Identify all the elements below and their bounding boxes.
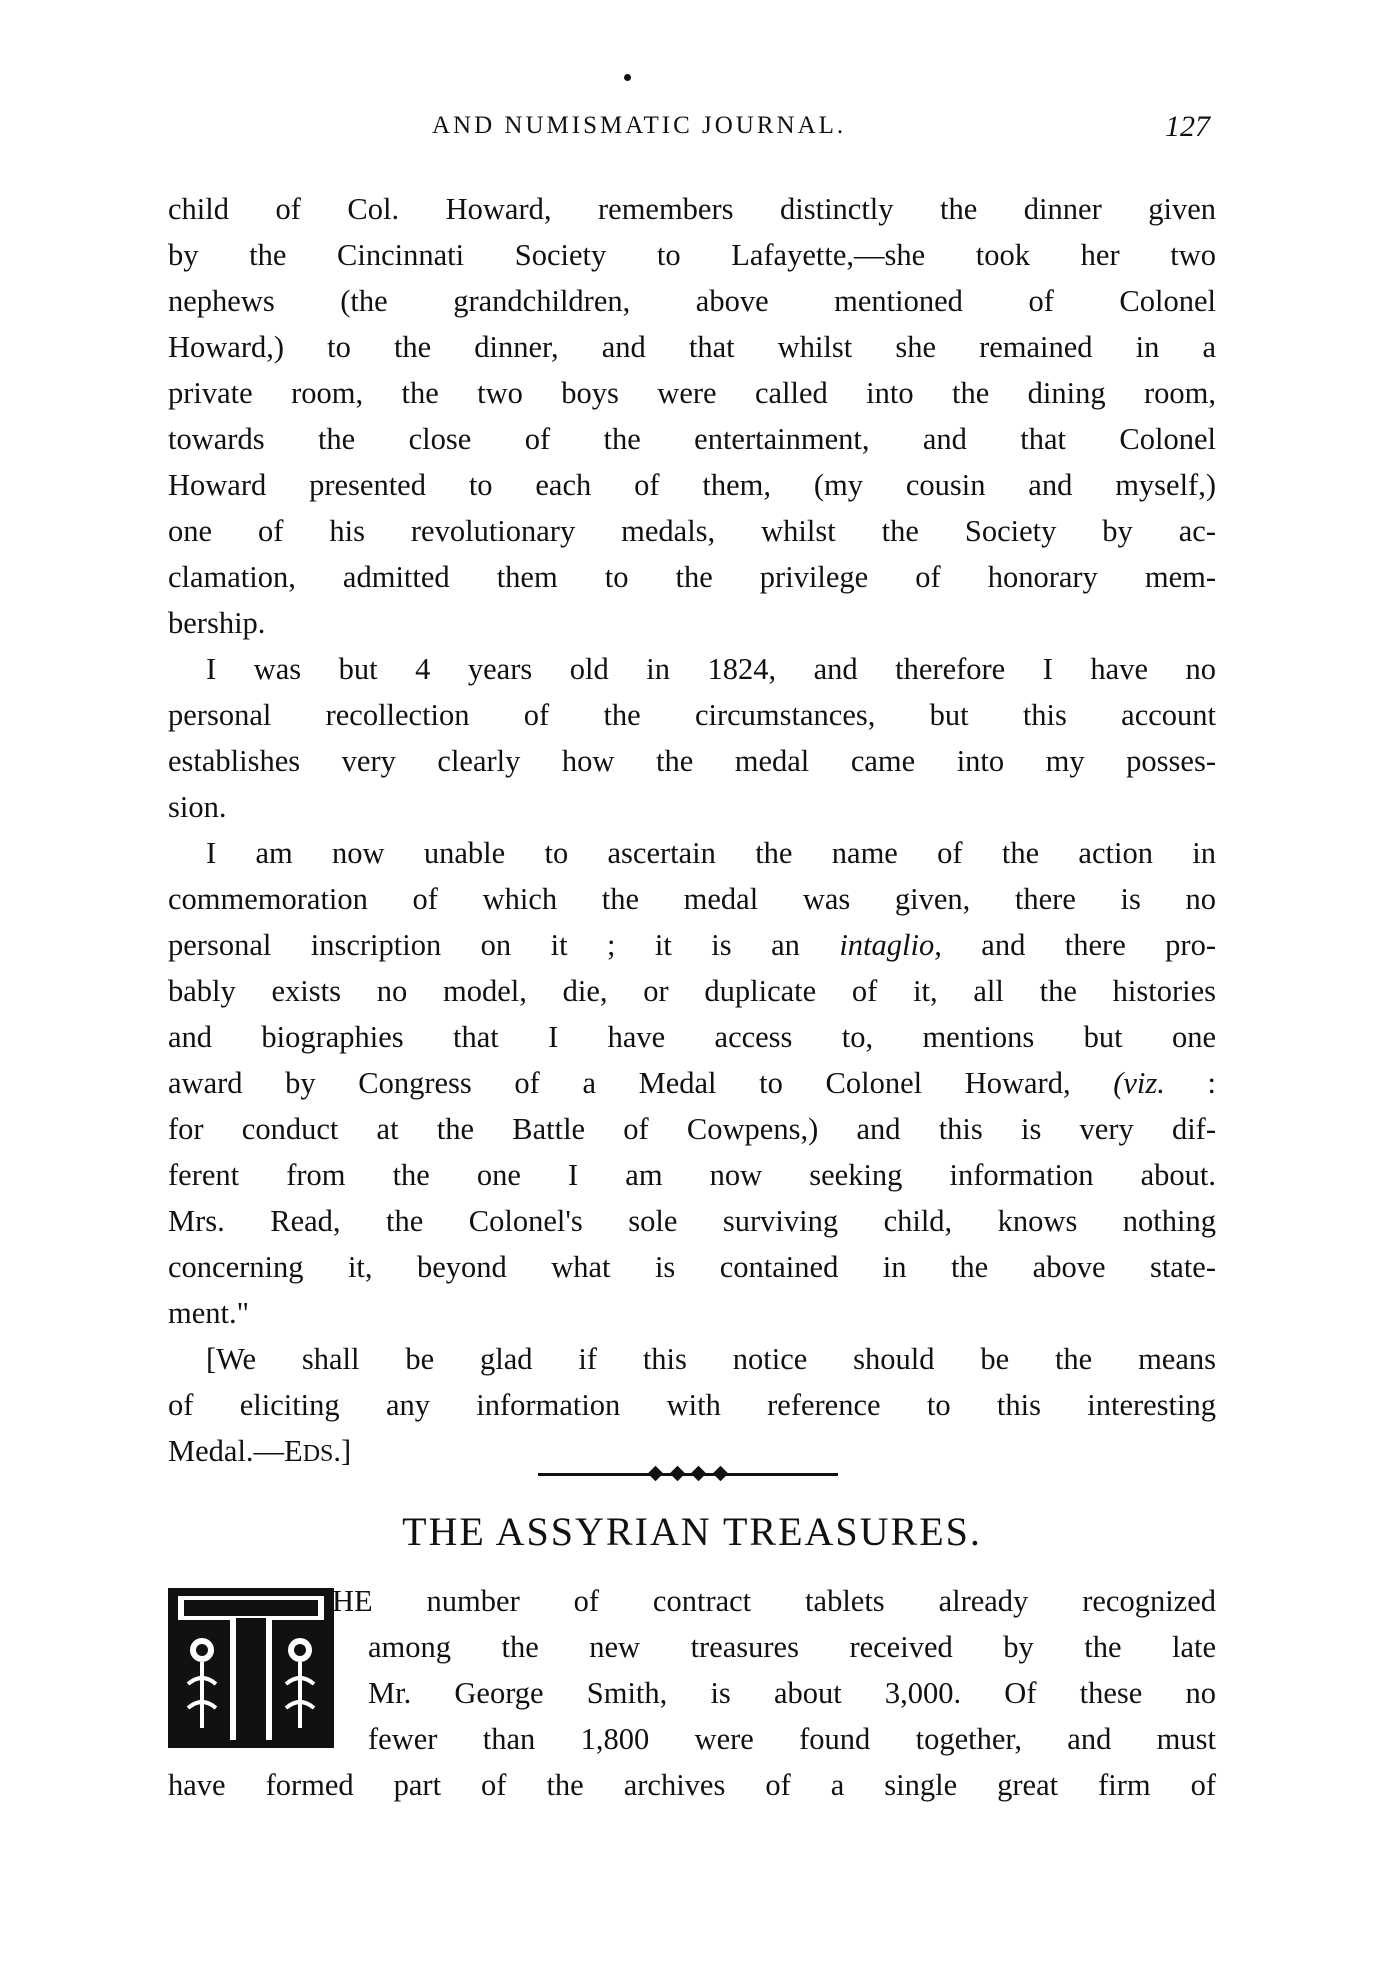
text-line: award by Congress of a Medal to Colonel Howard, (viz. : bbox=[168, 1066, 1216, 1100]
text-line: child of Col. Howard, remembers distinctly the dinner given bbox=[168, 192, 1216, 226]
page-number: 127 bbox=[1165, 110, 1210, 143]
text-line: personal recollection of the circumstances, but this account bbox=[168, 698, 1216, 732]
text-line: Mr. George Smith, is about 3,000. Of these no bbox=[368, 1676, 1216, 1710]
text-line: bership. bbox=[168, 606, 266, 640]
text-line: ment." bbox=[168, 1296, 250, 1330]
text-line: among the new treasures received by the late bbox=[368, 1630, 1216, 1664]
text-line: Mrs. Read, the Colonel's sole surviving child, knows nothing bbox=[168, 1204, 1216, 1238]
text-line: establishes very clearly how the medal came into my posses- bbox=[168, 744, 1216, 778]
text-line: sion. bbox=[168, 790, 227, 824]
text-line: I am now unable to ascertain the name of the action in bbox=[206, 836, 1216, 870]
text-line: nephews (the grandchildren, above mentioned of Colonel bbox=[168, 284, 1216, 318]
text-line: personal inscription on it ; it is an intaglio, and there pro- bbox=[168, 928, 1216, 962]
text-line: by the Cincinnati Society to Lafayette,—she took her two bbox=[168, 238, 1216, 272]
text-line: ferent from the one I am now seeking information about. bbox=[168, 1158, 1216, 1192]
article-text bbox=[168, 1578, 1216, 1808]
text-line: and biographies that I have access to, mentions but one bbox=[168, 1020, 1216, 1054]
text-line: Howard presented to each of them, (my cousin and myself,) bbox=[168, 468, 1216, 502]
text-line: I was but 4 years old in 1824, and therefore I have no bbox=[206, 652, 1216, 686]
section-title: THE ASSYRIAN TREASURES. bbox=[402, 1509, 982, 1554]
text-line: for conduct at the Battle of Cowpens,) and this is very dif- bbox=[168, 1112, 1216, 1146]
text-line: private room, the two boys were called into the dining room, bbox=[168, 376, 1216, 410]
paragraph-2 bbox=[168, 646, 1216, 830]
text-line: concerning it, beyond what is contained in the above state- bbox=[168, 1250, 1216, 1284]
text-line: bably exists no model, die, or duplicate of it, all the histories bbox=[168, 974, 1216, 1008]
italic-word: intaglio, bbox=[839, 928, 942, 962]
text-line: clamation, admitted them to the privilege of honorary mem- bbox=[168, 560, 1216, 594]
text-line: commemoration of which the medal was given, there is no bbox=[168, 882, 1216, 916]
text-line: [We shall be glad if this notice should be the means bbox=[206, 1342, 1216, 1376]
text-line: towards the close of the entertainment, and that Colonel bbox=[168, 422, 1216, 456]
text-line: HE number of contract tablets already recognized bbox=[332, 1584, 1216, 1618]
italic-word: (viz. bbox=[1113, 1066, 1165, 1100]
text-line: Medal.—EDS.] bbox=[168, 1434, 352, 1468]
editors-note bbox=[168, 1336, 1216, 1477]
page-header bbox=[170, 112, 1210, 152]
text-line: of eliciting any information with reference to this interesting bbox=[168, 1388, 1216, 1422]
text-line: Howard,) to the dinner, and that whilst she remained in a bbox=[168, 330, 1216, 364]
section-divider-rule bbox=[538, 1464, 838, 1484]
running-head: AND NUMISMATIC JOURNAL. bbox=[432, 112, 847, 139]
paragraph-1 bbox=[168, 186, 1216, 646]
text-line: one of his revolutionary medals, whilst the Society by ac- bbox=[168, 514, 1216, 548]
paragraph-3 bbox=[168, 830, 1216, 1336]
text-line: have formed part of the archives of a single great firm of bbox=[168, 1768, 1216, 1802]
text-line: fewer than 1,800 were found together, and must bbox=[368, 1722, 1216, 1756]
top-dot-mark bbox=[624, 74, 631, 81]
page-body bbox=[168, 186, 1216, 1477]
